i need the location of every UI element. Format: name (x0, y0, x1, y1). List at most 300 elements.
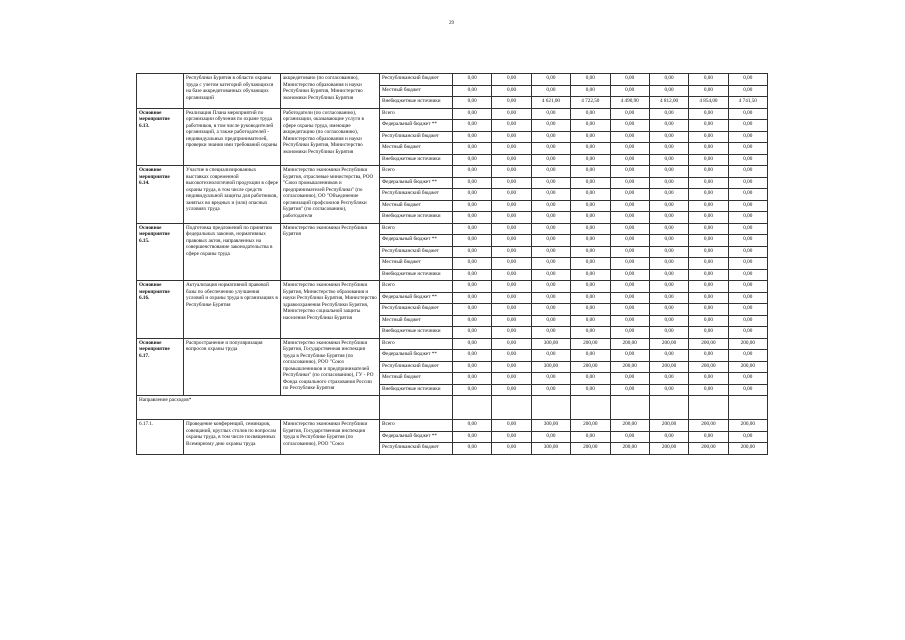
amount-cell: 0,00 (453, 431, 492, 443)
funding-source: Местный бюджет (380, 258, 453, 270)
empty-cell (380, 396, 453, 420)
table-row (137, 74, 768, 86)
amount-cell: 0,00 (453, 338, 492, 350)
funding-source: Местный бюджет (380, 85, 453, 97)
measure-title (184, 108, 281, 166)
funding-table (136, 73, 768, 455)
amount-cell: 0,00 (492, 384, 531, 396)
amount-cell: 0,00 (649, 327, 688, 339)
amount-cell: 0,00 (453, 258, 492, 270)
amount-cell: 0,00 (571, 154, 610, 166)
measure-executors-text: Работодатели (по согласованию), организации, оказывающие услуги в сфере охраны труда, имеющие аккредитацию (по согласованию), Министерство образования и науки Республики Бурятия, Министерство экономики Республики Бурятия (283, 109, 364, 155)
funding-source: Всего (380, 223, 453, 235)
table-row (137, 108, 768, 120)
amount-cell: 0,00 (728, 327, 767, 339)
empty-cell (610, 396, 649, 420)
measure-id: Основное мероприятие 6.15. (137, 223, 184, 281)
amount-cell: 0,00 (689, 108, 728, 120)
amount-cell: 0,00 (610, 258, 649, 270)
amount-cell: 0,00 (531, 373, 570, 385)
empty-cell (689, 396, 728, 420)
amount-cell: 0,00 (728, 85, 767, 97)
amount-cell: 0,00 (453, 443, 492, 455)
amount-cell: 0,00 (649, 223, 688, 235)
funding-source: Местный бюджет (380, 200, 453, 212)
amount-cell: 200,00 (689, 361, 728, 373)
empty-cell (728, 396, 767, 420)
amount-cell: 0,00 (531, 327, 570, 339)
amount-cell: 0,00 (453, 143, 492, 155)
amount-cell: 0,00 (453, 85, 492, 97)
measure-title (184, 281, 281, 339)
amount-cell: 0,00 (571, 212, 610, 224)
amount-cell: 0,00 (649, 258, 688, 270)
amount-cell: 0,00 (492, 269, 531, 281)
measure-title-text: Подготовка предложений по принятию федеральных законов, нормативных правовых актов, направленных на совершенствование законодательства в сфере охраны труда (186, 224, 273, 257)
amount-cell: 0,00 (689, 154, 728, 166)
amount-cell: 0,00 (453, 177, 492, 189)
amount-cell: 0,00 (728, 292, 767, 304)
measure-id: Основное мероприятие 6.13. (137, 108, 184, 166)
amount-cell: 0,00 (492, 131, 531, 143)
amount-cell: 0,00 (571, 200, 610, 212)
amount-cell: 0,00 (649, 120, 688, 132)
amount-cell: 200,00 (728, 443, 767, 455)
amount-cell: 0,00 (492, 143, 531, 155)
funding-source: Всего (380, 420, 453, 432)
funding-source: Всего (380, 108, 453, 120)
funding-source: Внебюджетные источники (380, 327, 453, 339)
amount-cell: 0,00 (571, 177, 610, 189)
funding-source: Внебюджетные источники (380, 269, 453, 281)
funding-source: Всего (380, 281, 453, 293)
amount-cell: 0,00 (571, 258, 610, 270)
amount-cell: 0,00 (649, 350, 688, 362)
amount-cell: 0,00 (649, 269, 688, 281)
amount-cell: 0,00 (689, 431, 728, 443)
amount-cell: 0,00 (531, 143, 570, 155)
amount-cell: 0,00 (610, 131, 649, 143)
funding-source: Республиканский бюджет (380, 189, 453, 201)
amount-cell: 0,00 (453, 97, 492, 109)
amount-cell: 0,00 (649, 384, 688, 396)
amount-cell: 0,00 (492, 108, 531, 120)
amount-cell: 0,00 (689, 327, 728, 339)
measure-title (184, 223, 281, 281)
amount-cell: 300,00 (531, 443, 570, 455)
amount-cell: 0,00 (610, 143, 649, 155)
amount-cell: 0,00 (728, 131, 767, 143)
amount-cell: 0,00 (453, 108, 492, 120)
amount-cell: 0,00 (610, 373, 649, 385)
measure-title (184, 74, 281, 109)
amount-cell: 0,00 (531, 235, 570, 247)
funding-source: Республиканский бюджет (380, 74, 453, 86)
amount-cell: 0,00 (610, 223, 649, 235)
amount-cell: 0,00 (649, 108, 688, 120)
amount-cell: 0,00 (610, 327, 649, 339)
amount-cell: 0,00 (531, 177, 570, 189)
amount-cell: 0,00 (728, 189, 767, 201)
amount-cell: 4 854,00 (689, 97, 728, 109)
amount-cell: 0,00 (453, 315, 492, 327)
amount-cell: 0,00 (610, 350, 649, 362)
amount-cell: 0,00 (610, 281, 649, 293)
funding-source: Федеральный бюджет ** (380, 350, 453, 362)
amount-cell: 0,00 (453, 350, 492, 362)
amount-cell: 0,00 (610, 177, 649, 189)
amount-cell: 0,00 (453, 269, 492, 281)
amount-cell: 0,00 (649, 246, 688, 258)
measure-executors (281, 420, 380, 455)
measure-title (184, 166, 281, 224)
amount-cell: 0,00 (689, 74, 728, 86)
amount-cell: 0,00 (728, 246, 767, 258)
amount-cell: 0,00 (492, 420, 531, 432)
amount-cell: 4 722,50 (571, 97, 610, 109)
amount-cell: 0,00 (531, 246, 570, 258)
measure-title-text: Республики Бурятия в области охраны труда с учетом категорий обучающихся на базе аккредитованных обучающих организаций (186, 75, 274, 101)
amount-cell: 0,00 (571, 246, 610, 258)
section-row (137, 396, 768, 420)
measure-id: Основное мероприятие 6.16. (137, 281, 184, 339)
amount-cell: 0,00 (571, 281, 610, 293)
amount-cell: 0,00 (689, 131, 728, 143)
amount-cell: 0,00 (492, 361, 531, 373)
funding-source: Республиканский бюджет (380, 443, 453, 455)
amount-cell: 0,00 (571, 223, 610, 235)
amount-cell: 0,00 (571, 108, 610, 120)
amount-cell: 200,00 (610, 443, 649, 455)
amount-cell: 0,00 (531, 120, 570, 132)
table-row (137, 338, 768, 350)
amount-cell: 0,00 (689, 85, 728, 97)
empty-cell (531, 396, 570, 420)
amount-cell: 0,00 (649, 431, 688, 443)
measure-executors-text: аккредитовано (по согласованию), Министерство образования и науки Республики Бурятия, Министерство экономики Республики Бурятия (283, 75, 363, 101)
amount-cell: 0,00 (571, 74, 610, 86)
amount-cell: 200,00 (728, 338, 767, 350)
amount-cell: 0,00 (649, 304, 688, 316)
funding-source: Федеральный бюджет ** (380, 431, 453, 443)
amount-cell: 0,00 (453, 281, 492, 293)
amount-cell: 200,00 (689, 420, 728, 432)
amount-cell: 0,00 (492, 315, 531, 327)
amount-cell: 0,00 (531, 350, 570, 362)
amount-cell: 0,00 (453, 246, 492, 258)
amount-cell: 0,00 (728, 258, 767, 270)
amount-cell: 0,00 (492, 85, 531, 97)
amount-cell: 0,00 (453, 74, 492, 86)
amount-cell: 0,00 (453, 200, 492, 212)
funding-source: Республиканский бюджет (380, 361, 453, 373)
measure-executors (281, 108, 380, 166)
amount-cell: 0,00 (728, 384, 767, 396)
amount-cell: 0,00 (492, 338, 531, 350)
amount-cell: 0,00 (492, 443, 531, 455)
amount-cell: 0,00 (649, 154, 688, 166)
measure-id: Основное мероприятие 6.14. (137, 166, 184, 224)
amount-cell: 0,00 (453, 292, 492, 304)
amount-cell: 0,00 (492, 373, 531, 385)
funding-source: Республиканский бюджет (380, 304, 453, 316)
amount-cell: 0,00 (571, 327, 610, 339)
amount-cell: 0,00 (531, 315, 570, 327)
measure-executors-text: Министерство экономики Республики Бурятия (283, 224, 368, 237)
measure-executors-text: Министерство экономики Республики Бурятия, отраслевые министерства, РОО "Союз промышленников и предпринимателей Республики" (по согласованию), ОО "Объединение организаций профсоюзов Республики Бурятия" (по согласованию), работодатели (283, 167, 374, 219)
funding-source: Внебюджетные источники (380, 97, 453, 109)
amount-cell: 0,00 (689, 384, 728, 396)
amount-cell: 0,00 (492, 120, 531, 132)
amount-cell: 0,00 (453, 327, 492, 339)
amount-cell: 0,00 (531, 269, 570, 281)
amount-cell: 0,00 (453, 131, 492, 143)
amount-cell: 0,00 (649, 200, 688, 212)
amount-cell: 0,00 (610, 189, 649, 201)
amount-cell: 0,00 (689, 269, 728, 281)
amount-cell: 0,00 (492, 74, 531, 86)
amount-cell: 0,00 (531, 292, 570, 304)
amount-cell: 200,00 (649, 361, 688, 373)
amount-cell: 0,00 (610, 85, 649, 97)
amount-cell: 0,00 (453, 373, 492, 385)
amount-cell: 0,00 (531, 431, 570, 443)
amount-cell: 0,00 (610, 108, 649, 120)
amount-cell: 0,00 (531, 223, 570, 235)
amount-cell: 0,00 (453, 361, 492, 373)
amount-cell: 0,00 (649, 85, 688, 97)
empty-cell (571, 396, 610, 420)
amount-cell: 0,00 (689, 143, 728, 155)
amount-cell: 0,00 (571, 120, 610, 132)
amount-cell: 0,00 (571, 166, 610, 178)
amount-cell: 200,00 (689, 338, 728, 350)
amount-cell: 0,00 (728, 269, 767, 281)
amount-cell: 0,00 (453, 384, 492, 396)
amount-cell: 0,00 (689, 373, 728, 385)
amount-cell: 0,00 (531, 166, 570, 178)
amount-cell: 0,00 (571, 269, 610, 281)
measure-title (184, 420, 281, 455)
amount-cell: 0,00 (492, 258, 531, 270)
amount-cell: 0,00 (531, 384, 570, 396)
amount-cell: 0,00 (689, 292, 728, 304)
measure-executors (281, 338, 380, 396)
funding-source: Местный бюджет (380, 315, 453, 327)
section-label: Направление расходов* (137, 396, 380, 420)
amount-cell: 0,00 (453, 223, 492, 235)
funding-source: Федеральный бюджет ** (380, 177, 453, 189)
amount-cell: 0,00 (610, 74, 649, 86)
funding-source: Всего (380, 338, 453, 350)
amount-cell: 0,00 (492, 166, 531, 178)
amount-cell: 0,00 (610, 235, 649, 247)
amount-cell: 0,00 (649, 315, 688, 327)
amount-cell: 0,00 (728, 166, 767, 178)
amount-cell: 200,00 (610, 361, 649, 373)
measure-executors (281, 223, 380, 281)
amount-cell: 0,00 (610, 431, 649, 443)
amount-cell: 0,00 (610, 212, 649, 224)
empty-cell (492, 396, 531, 420)
amount-cell: 0,00 (649, 235, 688, 247)
amount-cell: 200,00 (610, 338, 649, 350)
amount-cell: 0,00 (728, 177, 767, 189)
funding-source: Республиканский бюджет (380, 131, 453, 143)
measure-title (184, 338, 281, 396)
amount-cell: 0,00 (571, 384, 610, 396)
amount-cell: 0,00 (689, 315, 728, 327)
amount-cell: 0,00 (689, 177, 728, 189)
amount-cell: 0,00 (531, 189, 570, 201)
amount-cell: 0,00 (649, 373, 688, 385)
amount-cell: 0,00 (453, 304, 492, 316)
amount-cell: 0,00 (610, 269, 649, 281)
measure-executors-text: Министерство экономики Республики Бурятия, Государственная инспекция труда в Республике Бурятия (по согласованию), РОО "Союз (283, 421, 368, 447)
amount-cell: 0,00 (610, 304, 649, 316)
empty-cell (453, 396, 492, 420)
funding-source: Республиканский бюджет (380, 246, 453, 258)
amount-cell: 200,00 (649, 420, 688, 432)
measure-id: 6.17.1. (137, 420, 184, 455)
funding-source: Федеральный бюджет ** (380, 120, 453, 132)
amount-cell: 0,00 (610, 200, 649, 212)
amount-cell: 0,00 (610, 315, 649, 327)
amount-cell: 0,00 (492, 350, 531, 362)
amount-cell: 0,00 (649, 177, 688, 189)
amount-cell: 0,00 (649, 212, 688, 224)
funding-source: Местный бюджет (380, 143, 453, 155)
measure-executors-text: Министерство экономики Республики Бурятия, Государственная инспекция труда в Республике Бурятия (по согласованию), РОО "Союз промышленников и предпринимателей Республики" (по согласованию), ГУ - РО Фонда социального страхования России по Республике Бурятия (283, 339, 374, 391)
amount-cell: 0,00 (492, 189, 531, 201)
measure-title-text: Распространение и популяризация вопросов охраны труда (186, 339, 263, 352)
amount-cell: 0,00 (492, 431, 531, 443)
amount-cell: 200,00 (649, 338, 688, 350)
measure-title-text: Проведение конференций, семинаров, совещаний, круглых столов по вопросам охраны труда, в том числе посвященных Всемирному дню охраны труда (186, 421, 276, 447)
amount-cell: 0,00 (728, 154, 767, 166)
amount-cell: 0,00 (689, 189, 728, 201)
amount-cell: 0,00 (689, 223, 728, 235)
amount-cell: 0,00 (610, 166, 649, 178)
amount-cell: 200,00 (571, 443, 610, 455)
amount-cell: 0,00 (728, 200, 767, 212)
amount-cell: 4 621,00 (531, 97, 570, 109)
amount-cell: 0,00 (531, 85, 570, 97)
amount-cell: 0,00 (571, 85, 610, 97)
amount-cell: 200,00 (571, 420, 610, 432)
amount-cell: 0,00 (571, 292, 610, 304)
amount-cell: 4 741,50 (728, 97, 767, 109)
amount-cell: 0,00 (689, 235, 728, 247)
amount-cell: 0,00 (453, 120, 492, 132)
amount-cell: 0,00 (728, 108, 767, 120)
page-number: 29 (449, 21, 454, 26)
amount-cell: 0,00 (649, 189, 688, 201)
amount-cell: 0,00 (689, 120, 728, 132)
amount-cell: 0,00 (531, 108, 570, 120)
measure-id: Основное мероприятие 6.17. (137, 338, 184, 396)
amount-cell: 200,00 (571, 338, 610, 350)
amount-cell: 0,00 (610, 246, 649, 258)
amount-cell: 0,00 (492, 223, 531, 235)
amount-cell: 0,00 (492, 246, 531, 258)
amount-cell: 4 812,00 (649, 97, 688, 109)
amount-cell: 0,00 (689, 200, 728, 212)
funding-source: Федеральный бюджет ** (380, 292, 453, 304)
amount-cell: 0,00 (649, 143, 688, 155)
amount-cell: 200,00 (610, 420, 649, 432)
table-row (137, 166, 768, 178)
amount-cell: 0,00 (453, 189, 492, 201)
amount-cell: 0,00 (571, 315, 610, 327)
amount-cell: 0,00 (531, 258, 570, 270)
amount-cell: 4 490,90 (610, 97, 649, 109)
amount-cell: 0,00 (649, 292, 688, 304)
amount-cell: 0,00 (531, 131, 570, 143)
measure-executors (281, 281, 380, 339)
amount-cell: 0,00 (571, 131, 610, 143)
amount-cell: 0,00 (453, 166, 492, 178)
table-row (137, 223, 768, 235)
amount-cell: 0,00 (728, 143, 767, 155)
amount-cell: 0,00 (453, 212, 492, 224)
amount-cell: 0,00 (728, 350, 767, 362)
amount-cell: 0,00 (689, 304, 728, 316)
amount-cell: 0,00 (531, 154, 570, 166)
measure-title-text: Актуализация нормативной правовой базы по обеспечению улучшения условий и охраны труда в организациях в Республике Бурятия (186, 282, 278, 308)
amount-cell: 300,00 (531, 338, 570, 350)
measure-id (137, 74, 184, 109)
table-row (137, 420, 768, 432)
amount-cell: 0,00 (728, 120, 767, 132)
amount-cell: 0,00 (531, 212, 570, 224)
amount-cell: 200,00 (728, 420, 767, 432)
amount-cell: 0,00 (492, 281, 531, 293)
amount-cell: 300,00 (531, 420, 570, 432)
amount-cell: 0,00 (610, 384, 649, 396)
amount-cell: 0,00 (531, 200, 570, 212)
funding-source: Внебюджетные источники (380, 384, 453, 396)
funding-source: Внебюджетные источники (380, 212, 453, 224)
amount-cell: 0,00 (571, 431, 610, 443)
amount-cell: 0,00 (492, 212, 531, 224)
table-row (137, 281, 768, 293)
amount-cell: 0,00 (610, 154, 649, 166)
amount-cell: 0,00 (571, 235, 610, 247)
amount-cell: 0,00 (453, 235, 492, 247)
amount-cell: 0,00 (610, 120, 649, 132)
amount-cell: 0,00 (728, 74, 767, 86)
amount-cell: 0,00 (728, 373, 767, 385)
amount-cell: 0,00 (649, 166, 688, 178)
amount-cell: 0,00 (492, 177, 531, 189)
funding-source: Федеральный бюджет ** (380, 235, 453, 247)
amount-cell: 200,00 (728, 361, 767, 373)
amount-cell: 0,00 (571, 373, 610, 385)
empty-cell (649, 396, 688, 420)
amount-cell: 0,00 (571, 143, 610, 155)
amount-cell: 0,00 (453, 420, 492, 432)
amount-cell: 0,00 (571, 304, 610, 316)
amount-cell: 0,00 (728, 223, 767, 235)
amount-cell: 0,00 (492, 200, 531, 212)
funding-source: Местный бюджет (380, 373, 453, 385)
amount-cell: 0,00 (689, 258, 728, 270)
amount-cell: 0,00 (689, 350, 728, 362)
amount-cell: 0,00 (492, 292, 531, 304)
amount-cell: 0,00 (649, 131, 688, 143)
measure-executors (281, 74, 380, 109)
